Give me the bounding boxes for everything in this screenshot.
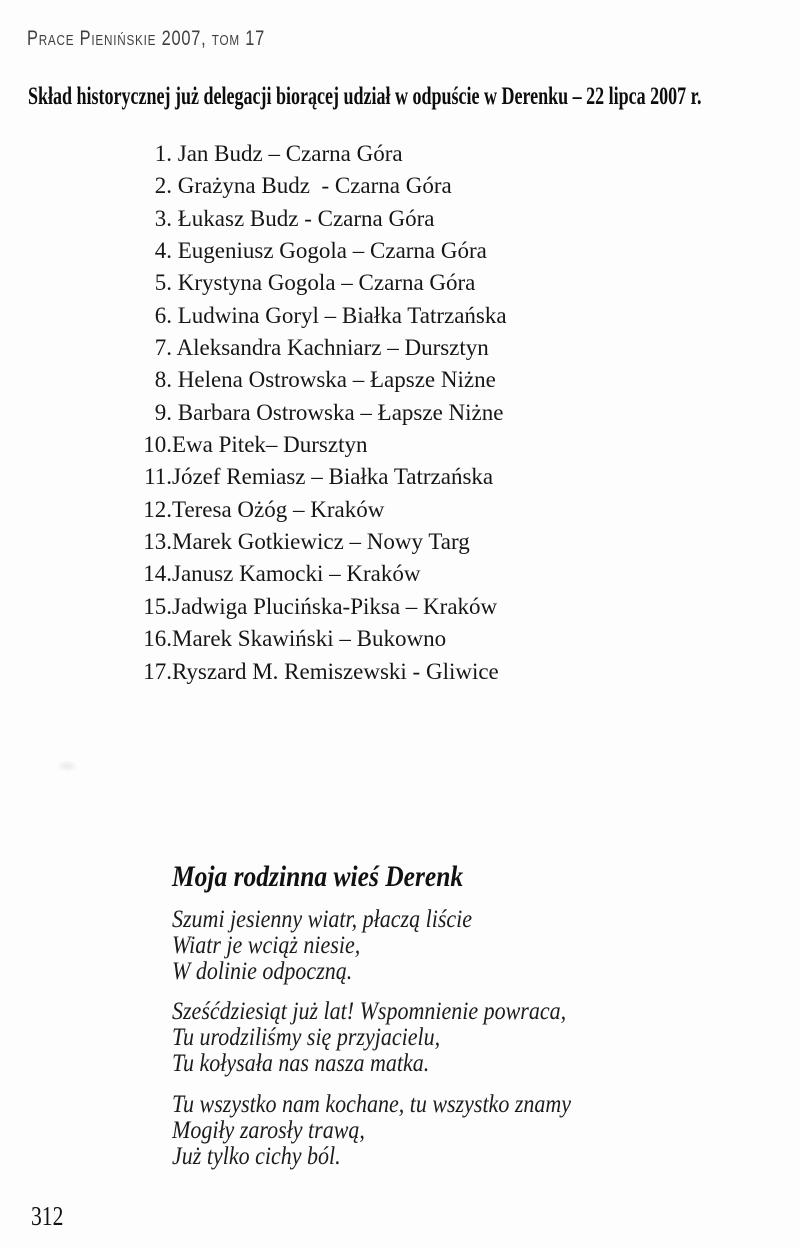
poem-line: Szumi jesienny wiatr, płaczą liście: [172, 906, 473, 933]
list-item-number: 2.: [154, 173, 172, 199]
list-item: [0, 558, 800, 590]
list-item-text: Ewa Pitek– Dursztyn: [172, 432, 368, 458]
list-item: [0, 138, 800, 170]
poem-line: Tu wszystko nam kochane, tu wszystko znamy: [172, 1091, 572, 1118]
poem-line: Tu urodziliśmy się przyjacielu,: [172, 1024, 441, 1051]
delegation-list: [0, 138, 800, 688]
list-item-number: 5.: [154, 270, 172, 296]
page-title: Skład historycznej już delegacji biorącej udział w odpuście w Derenku – 22 lipca 2007 r.: [28, 83, 702, 110]
list-item: [0, 397, 800, 429]
poem-line: Tu kołysała nas nasza matka.: [172, 1050, 430, 1077]
list-item: [0, 203, 800, 235]
list-item-text: Ryszard M. Remiszewski - Gliwice: [172, 658, 499, 684]
list-item: [0, 364, 800, 396]
list-item-text: Ludwina Goryl – Białka Tatrzańska: [172, 302, 507, 328]
list-item-text: Łukasz Budz - Czarna Góra: [172, 205, 435, 231]
list-item-text: Helena Ostrowska – Łapsze Niżne: [172, 367, 496, 393]
list-item-text: Krystyna Gogola – Czarna Góra: [172, 270, 476, 296]
list-item-number: 6.: [154, 302, 172, 328]
poem-stanza-3: [172, 1092, 571, 1170]
running-head: Prace Pienińskie 2007, tom 17: [27, 27, 266, 50]
list-item: [0, 623, 800, 655]
list-item-number: 11.: [144, 464, 172, 490]
list-item: [0, 494, 800, 526]
list-item-number: 4.: [154, 238, 172, 264]
list-item-text: Aleksandra Kachniarz – Dursztyn: [172, 335, 489, 361]
list-item: [0, 235, 800, 267]
list-item: [0, 461, 800, 493]
poem-line: Już tylko cichy ból.: [172, 1143, 341, 1170]
list-item: [0, 332, 800, 364]
list-item: [0, 656, 800, 688]
list-item-text: Jan Budz – Czarna Góra: [172, 141, 403, 166]
poem-line: Sześćdziesiąt już lat! Wspomnienie powraca,: [172, 998, 567, 1025]
list-item-text: Teresa Ożóg – Kraków: [172, 496, 385, 522]
list-item-text: Grażyna Budz - Czarna Góra: [172, 173, 452, 199]
list-item-number: 9.: [154, 399, 172, 425]
poem-title: Moja rodzinna wieś Derenk: [172, 860, 464, 893]
list-item-number: 14.: [143, 561, 172, 587]
list-item-number: 1.: [154, 141, 172, 166]
poem-stanza-1: [172, 907, 472, 985]
list-item-text: Jadwiga Plucińska-Piksa – Kraków: [172, 593, 498, 619]
list-item: [0, 429, 800, 461]
list-item-text: Józef Remiasz – Białka Tatrzańska: [172, 464, 494, 490]
list-item: [0, 170, 800, 202]
list-item: [0, 591, 800, 623]
list-item-text: Janusz Kamocki – Kraków: [172, 561, 421, 587]
list-item-text: Eugeniusz Gogola – Czarna Góra: [172, 238, 487, 264]
list-item-number: 17.: [143, 658, 172, 684]
list-item: [0, 300, 800, 332]
scan-smudge-artifact: [56, 760, 78, 772]
poem-line: Mogiły zarosły trawą,: [172, 1117, 365, 1144]
list-item: [0, 267, 800, 299]
list-item-number: 16.: [143, 626, 172, 652]
list-item: [0, 526, 800, 558]
list-item-number: 13.: [143, 529, 172, 555]
list-item-text: Marek Gotkiewicz – Nowy Targ: [172, 529, 470, 555]
poem-line: Wiatr je wciąż niesie,: [172, 932, 361, 959]
list-item-number: 3.: [154, 205, 172, 231]
list-item-number: 15.: [143, 593, 172, 619]
poem-stanza-2: [172, 999, 566, 1077]
list-item-number: 10.: [143, 432, 172, 458]
list-item-number: 7.: [154, 335, 172, 361]
poem-line: W dolinie odpoczną.: [172, 958, 353, 985]
list-item-text: Marek Skawiński – Bukowno: [172, 626, 447, 652]
page-number: 312: [31, 1201, 64, 1231]
list-item-number: 8.: [154, 367, 172, 393]
list-item-number: 12.: [143, 496, 172, 522]
list-item-text: Barbara Ostrowska – Łapsze Niżne: [172, 399, 504, 425]
